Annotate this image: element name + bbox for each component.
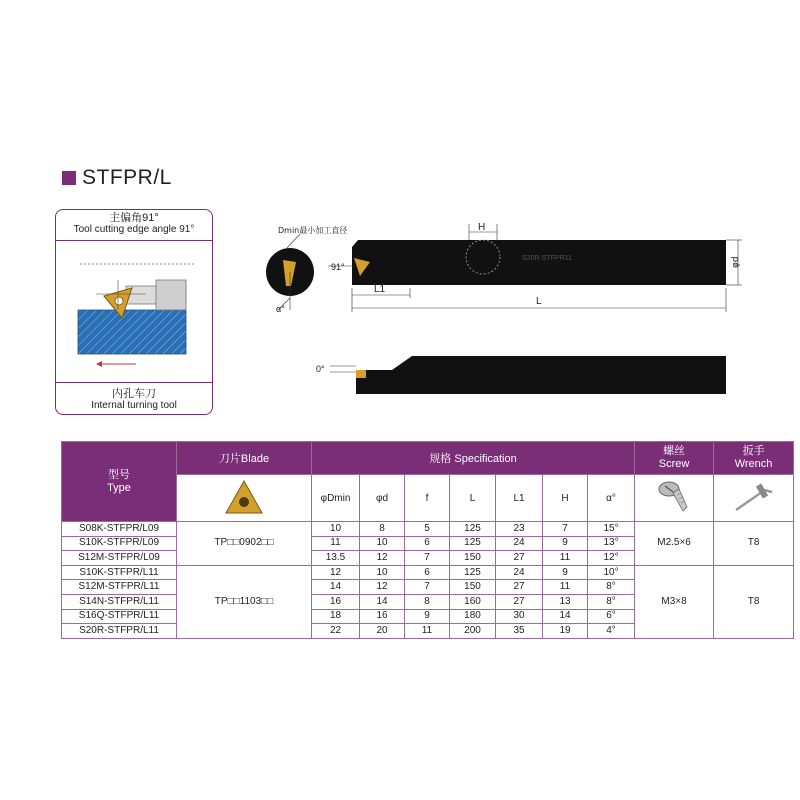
screw-group-1: M2.5×6	[635, 522, 714, 566]
f-cell: 6	[405, 565, 450, 580]
col-header-1: φd	[360, 475, 405, 522]
alpha-cell: 12°	[588, 551, 635, 566]
dmin-cell: 14	[312, 580, 360, 595]
triangular-insert-icon	[224, 479, 264, 517]
alpha-cell: 4°	[588, 624, 635, 639]
d-cell: 12	[360, 580, 405, 595]
l1-cell: 27	[496, 580, 543, 595]
col-header-4: L1	[496, 475, 543, 522]
shank-mark: S20R-STFPR11	[522, 255, 573, 262]
side-view-insert	[356, 370, 366, 378]
angle-91-label: 91°	[331, 262, 345, 272]
screw-group-2: M3×8	[635, 565, 714, 638]
f-cell: 7	[405, 580, 450, 595]
dmin-cell: 16	[312, 594, 360, 609]
col-header-2: f	[405, 475, 450, 522]
header-wrench-en: Wrench	[734, 458, 773, 470]
d-cell: 10	[360, 536, 405, 551]
d-cell: 10	[360, 565, 405, 580]
blade-group-1: TP□□0902□□	[177, 522, 312, 566]
alpha-cell: 15°	[588, 522, 635, 537]
boring-bar-side-view	[356, 356, 726, 394]
dmin-cell: 18	[312, 609, 360, 624]
catalog-title-text: STFPR/L	[82, 166, 172, 189]
l1-cell: 35	[496, 624, 543, 639]
angle-title-cn: 主偏角91°	[109, 212, 159, 224]
alpha-cell: 8°	[588, 580, 635, 595]
f-cell: 9	[405, 609, 450, 624]
dmin-label: Dmin最小加工直径	[278, 226, 348, 235]
f-cell: 11	[405, 624, 450, 639]
torx-wrench-icon	[732, 480, 776, 514]
dmin-cell: 10	[312, 522, 360, 537]
l-cell: 180	[450, 609, 496, 624]
boring-bar-top-view	[352, 240, 726, 285]
header-spec: 规格 Specification	[312, 442, 635, 475]
l1-cell: 23	[496, 522, 543, 537]
type-cell: S20R-STFPR/L11	[62, 624, 177, 639]
col-header-6: α°	[588, 475, 635, 522]
l1-cell: 24	[496, 536, 543, 551]
l-cell: 125	[450, 536, 496, 551]
dmin-cell: 22	[312, 624, 360, 639]
col-header-5: H	[543, 475, 588, 522]
dmin-cell: 13.5	[312, 551, 360, 566]
h-cell: 11	[543, 551, 588, 566]
blade-group-2: TP□□1103□□	[177, 565, 312, 638]
type-cell: S16Q-STFPR/L11	[62, 609, 177, 624]
wrench-group-2: T8	[714, 565, 794, 638]
col-header-0: φDmin	[312, 475, 360, 522]
h-cell: 19	[543, 624, 588, 639]
header-screw	[635, 442, 714, 475]
table-row	[62, 565, 794, 580]
l1-cell: 27	[496, 594, 543, 609]
type-cell: S14N-STFPR/L11	[62, 594, 177, 609]
table-row	[62, 522, 794, 537]
h-cell: 9	[543, 536, 588, 551]
screw-image	[635, 475, 714, 522]
type-cell: S12M-STFPR/L11	[62, 580, 177, 595]
col-header-3: L	[450, 475, 496, 522]
zero-degree-label: 0°	[316, 364, 325, 374]
footer-title-cn: 内孔车刀	[112, 388, 156, 400]
type-cell: S12M-STFPR/L09	[62, 551, 177, 566]
h-cell: 11	[543, 580, 588, 595]
h-cell: 14	[543, 609, 588, 624]
l1-dimension-label: L1	[374, 284, 386, 295]
screw-icon	[657, 479, 691, 515]
l1-cell: 27	[496, 551, 543, 566]
h-cell: 7	[543, 522, 588, 537]
type-cell: S10K-STFPR/L09	[62, 536, 177, 551]
header-wrench	[714, 442, 794, 475]
wrench-image	[714, 475, 794, 522]
alpha-cell: 6°	[588, 609, 635, 624]
d-cell: 14	[360, 594, 405, 609]
l-cell: 200	[450, 624, 496, 639]
f-cell: 7	[405, 551, 450, 566]
alpha-cell: 13°	[588, 536, 635, 551]
d-cell: 16	[360, 609, 405, 624]
alpha-cell: 8°	[588, 594, 635, 609]
header-blade: 刀片Blade	[177, 442, 312, 475]
alpha-cell: 10°	[588, 565, 635, 580]
header-screw-cn: 螺丝	[663, 445, 686, 457]
l-cell: 150	[450, 580, 496, 595]
header-screw-en: Screw	[658, 458, 690, 470]
f-cell: 8	[405, 594, 450, 609]
d-cell: 20	[360, 624, 405, 639]
header-type-en: Type	[107, 481, 131, 494]
d-cell: 12	[360, 551, 405, 566]
h-dimension-label: H	[478, 222, 486, 233]
header-type-cn: 型号	[108, 468, 130, 481]
dmin-cell: 11	[312, 536, 360, 551]
wrench-group-1: T8	[714, 522, 794, 566]
footer-title-en: Internal turning tool	[91, 400, 177, 411]
f-cell: 5	[405, 522, 450, 537]
h-cell: 13	[543, 594, 588, 609]
type-cell: S10K-STFPR/L11	[62, 565, 177, 580]
alpha-angle-label: α°	[276, 304, 285, 314]
l1-cell: 24	[496, 565, 543, 580]
l-cell: 160	[450, 594, 496, 609]
header-type	[62, 442, 177, 522]
l-cell: 150	[450, 551, 496, 566]
dmin-cell: 12	[312, 565, 360, 580]
angle-title-en: Tool cutting edge angle 91°	[73, 224, 195, 235]
d-cell: 8	[360, 522, 405, 537]
l-cell: 125	[450, 565, 496, 580]
blade-insert-image	[177, 475, 312, 522]
l1-cell: 30	[496, 609, 543, 624]
l-cell: 125	[450, 522, 496, 537]
header-wrench-cn: 扳手	[742, 445, 765, 457]
f-cell: 6	[405, 536, 450, 551]
phi-d-label: φd	[731, 256, 741, 268]
type-cell: S08K-STFPR/L09	[62, 522, 177, 537]
specification-table	[61, 441, 794, 639]
h-cell: 9	[543, 565, 588, 580]
l-dimension-label: L	[536, 296, 542, 307]
